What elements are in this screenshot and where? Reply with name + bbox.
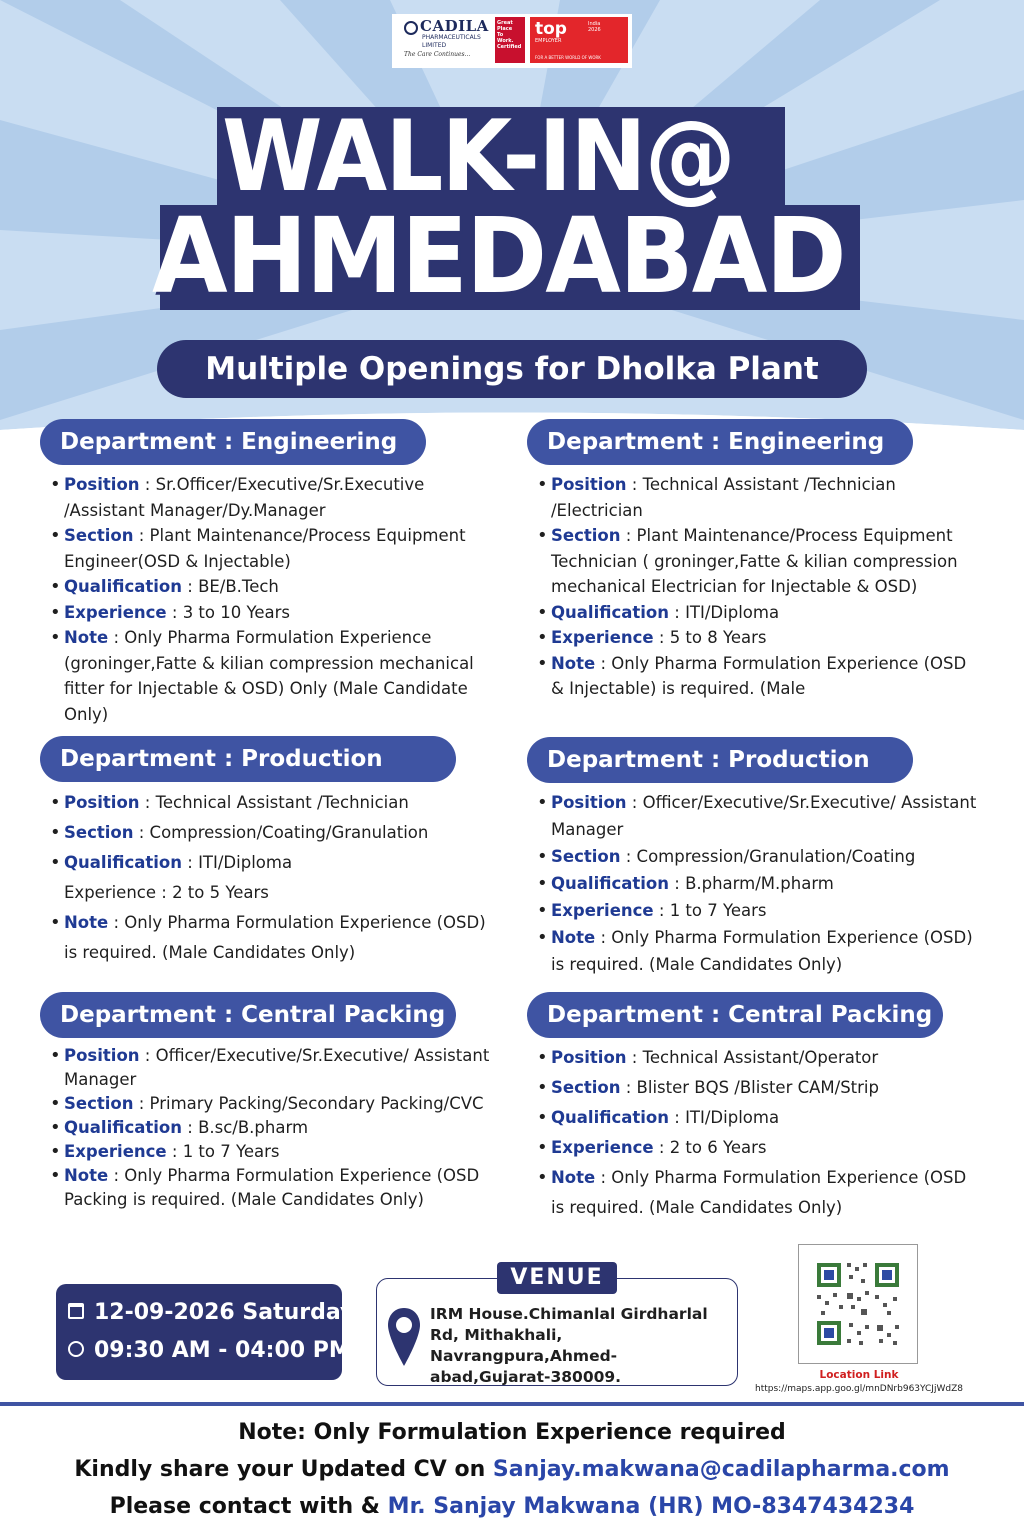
dept-heading-engineering-right: Department : Engineering [527,419,913,465]
item-label: Position [551,793,627,812]
list-item: • Experience : 2 to 6 Years [537,1133,977,1163]
top-employer-footer: FOR A BETTER WORLD OF WORK [535,55,601,60]
list-item: • Experience : 1 to 7 Years [50,1140,528,1164]
item-label: Qualification [64,577,182,596]
top-employer-country [588,21,601,33]
item-text: ITI/Diploma [198,853,293,872]
list-item: • Qualification : ITI/Diploma [537,600,977,626]
item-text: B.sc/B.pharm [198,1118,309,1137]
item-text: Primary Packing/Secondary Packing/CVC [149,1094,484,1113]
dept-list-engineering-right [537,472,977,702]
list-item: • Section : Compression/Coating/Granulation [50,818,490,848]
item-label: Qualification [551,1108,669,1127]
list-item: • Experience : 3 to 10 Years [50,600,490,626]
top-employer-sub: EMPLOYER [535,38,562,44]
country-text: India [588,21,601,27]
item-label: Qualification [551,602,669,622]
item-label: Note [64,628,109,647]
dept-heading-production-left: Department : Production [40,736,456,782]
item-text: Plant Maintenance/Process Equipment Technician ( groninger,Fatte & kilian compression mechanical Electrician for Injectable & OSD) [551,526,958,596]
dept-list-production-left [50,788,490,968]
item-label: Experience [64,1142,167,1161]
time-row [68,1338,351,1363]
gptw-line: Great [497,20,513,26]
item-text: Officer/Executive/Sr.Executive/ Assistant Manager [64,1046,490,1089]
footer-cv-line [0,1457,1024,1482]
item-label: Experience [551,628,654,647]
item-text: Blister BQS /Blister CAM/Strip [636,1078,879,1097]
item-text: Only Pharma Formulation Experience (groninger,Fatte & kilian compression mechanical fitter for Injectable & OSD) Only (Male Candidate Only) [64,628,474,724]
cv-prefix: Kindly share your Updated CV on [74,1457,486,1482]
item-text: Technical Assistant /Technician /Electrician [551,475,896,520]
item-text: 5 to 8 Years [669,628,767,647]
gptw-line: Certified [497,44,522,50]
gptw-line: To [497,32,504,38]
item-text: Experience : 2 to 5 Years [64,883,269,902]
cadila-emblem-icon [404,21,418,35]
item-text: Only Pharma Formulation Experience (OSD is required. (Male Candidates Only) [551,1168,967,1217]
list-item: • Note : Only Pharma Formulation Experience (OSD) is required. (Male Candidates Only) [537,924,977,978]
list-item: • Note : Only Pharma Formulation Experience (groninger,Fatte & kilian compression mechanical fitter for Injectable & OSD) Only (Male Candidate Only) [50,625,490,727]
contact-prefix: Please contact with & [109,1494,380,1519]
item-label: Position [64,793,140,812]
list-item: • Position : Officer/Executive/Sr.Executive/ Assistant Manager [50,1044,528,1092]
item-label: Position [64,1046,140,1065]
dept-list-engineering-left [50,472,490,727]
list-item: • Experience : 1 to 7 Years [537,897,977,924]
item-label: Section [64,1094,134,1113]
list-item: • Section : Primary Packing/Secondary Packing/CVC [50,1092,528,1116]
item-label: Note [551,1168,596,1187]
dept-heading-packing-right: Department : Central Packing [527,992,943,1038]
item-label: Experience [64,602,167,622]
list-item: • Section : Compression/Granulation/Coating [537,843,977,870]
item-text: 1 to 7 Years [182,1142,280,1161]
item-label: Section [64,526,134,545]
schedule-box [56,1284,355,1380]
clock-icon [68,1341,84,1357]
list-item: • Section : Plant Maintenance/Process Equipment Engineer(OSD & Injectable) [50,523,490,574]
item-label: Position [551,1048,627,1067]
item-text: Only Pharma Formulation Experience (OSD) is required. (Male Candidates Only) [551,928,973,974]
item-label: Note [551,653,596,673]
item-text: 3 to 10 Years [182,602,291,622]
dept-list-packing-left [50,1044,528,1212]
cadila-logo [398,18,490,59]
title-ahmedabad: AHMEDABAD [152,195,845,317]
item-label: Section [551,1078,621,1097]
item-label: Section [64,823,134,842]
list-item: • Note : Only Pharma Formulation Experience (OSD) is required. (Male Candidates Only) [50,908,490,968]
company-subname: PHARMACEUTICALS LIMITED [422,34,481,49]
contact-person: Mr. Sanjay Makwana (HR) MO-8347434234 [387,1494,915,1519]
subtitle-pill: Multiple Openings for Dholka Plant [157,340,867,398]
company-name: CADILA [420,17,489,35]
top-employer-word: top [535,19,567,39]
item-text: Technical Assistant /Technician [155,793,409,812]
contact-email[interactable]: Sanjay.makwana@cadilapharma.com [492,1457,950,1482]
list-item: • Qualification : B.pharm/M.pharm [537,870,977,897]
year-text: 2026 [588,27,601,33]
list-item: • Experience : 5 to 8 Years [537,625,977,651]
list-item [50,878,490,908]
item-label: Qualification [64,853,182,872]
list-item: • Section : Plant Maintenance/Process Equipment Technician ( groninger,Fatte & kilian compression mechanical Electrician for Injectable & OSD) [537,523,977,600]
item-text: ITI/Diploma [685,602,780,622]
item-label: Position [64,475,140,494]
dept-heading-packing-left: Department : Central Packing [40,992,456,1038]
item-text: Compression/Granulation/Coating [636,847,916,866]
list-item: • Position : Officer/Executive/Sr.Executive/ Assistant Manager [537,789,977,843]
list-item: • Position : Technical Assistant/Operator [537,1043,977,1073]
list-item: • Position : Technical Assistant /Technician /Electrician [537,472,977,523]
item-text: Plant Maintenance/Process Equipment Engineer(OSD & Injectable) [64,526,466,571]
list-item: • Qualification : ITI/Diploma [537,1103,977,1133]
list-item: • Note : Only Pharma Formulation Experience (OSD is required. (Male Candidates Only) [537,1163,977,1223]
item-label: Section [551,526,621,545]
item-label: Note [64,1166,109,1185]
item-label: Section [551,847,621,866]
item-text: 2 to 6 Years [669,1138,767,1157]
item-label: Experience [551,1138,654,1157]
item-text: Compression/Coating/Granulation [149,823,429,842]
footer-contact-line [0,1494,1024,1519]
item-label: Note [551,928,596,947]
list-item: • Position : Technical Assistant /Technician [50,788,490,818]
map-pin-icon [386,1306,422,1368]
header-logos [392,14,632,68]
item-text: B.pharm/M.pharm [685,874,834,893]
dept-heading-production-right: Department : Production [527,737,913,783]
item-label: Qualification [551,874,669,893]
item-label: Position [551,475,627,494]
gptw-line: Place [497,26,513,32]
item-label: Experience [551,901,654,920]
item-text: BE/B.Tech [198,577,279,596]
title-walk-in: WALK-IN@ [222,100,735,214]
list-item: • Position : Sr.Officer/Executive/Sr.Executive /Assistant Manager/Dy.Manager [50,472,490,523]
location-qr-code[interactable] [798,1244,918,1364]
list-item: • Note : Only Pharma Formulation Experience (OSD & Injectable) is required. (Male [537,651,977,702]
item-label: Qualification [64,1118,182,1137]
location-link-label[interactable]: Location Link [819,1369,899,1381]
list-item: • Qualification : B.sc/B.pharm [50,1116,528,1140]
dept-heading-engineering-left: Department : Engineering [40,419,426,465]
list-item: • Qualification : ITI/Diploma [50,848,490,878]
item-text: Only Pharma Formulation Experience (OSD Packing is required. (Male Candidates Only) [64,1166,480,1209]
item-text: Only Pharma Formulation Experience (OSD) is required. (Male Candidates Only) [64,913,486,962]
dept-list-production-right [537,789,977,978]
item-text: Technical Assistant/Operator [642,1048,879,1067]
location-url[interactable]: https://maps.app.goo.gl/mnDNrb963YCJjWdZ8 [755,1384,963,1394]
item-label: Note [64,913,109,932]
gptw-line: Work. [497,38,514,44]
item-text: Officer/Executive/Sr.Executive/ Assistant Manager [551,793,977,839]
item-text: 1 to 7 Years [669,901,767,920]
list-item: • Qualification : BE/B.Tech [50,574,490,600]
venue-tag: VENUE [497,1262,617,1294]
calendar-icon [68,1303,84,1319]
date-row [68,1300,354,1325]
footer-note: Note: Only Formulation Experience required [238,1420,786,1445]
venue-address: IRM House.Chimanlal Girdharlal Rd, Mithakhali, Navrangpura,Ahmed-abad,Gujarat-380009. [430,1305,708,1386]
dept-list-packing-right [537,1043,977,1223]
event-date: 12-09-2026 Saturday [94,1300,355,1325]
event-time: 09:30 AM - 04:00 PM [94,1338,351,1363]
company-tagline: The Care Continues... [404,51,471,58]
top-employer-badge [530,17,628,63]
footer-divider [0,1402,1024,1406]
item-text: Only Pharma Formulation Experience (OSD & Injectable) is required. (Male [551,653,967,698]
item-text: ITI/Diploma [685,1108,780,1127]
list-item: • Note : Only Pharma Formulation Experience (OSD Packing is required. (Male Candidates Only) [50,1164,528,1212]
list-item: • Section : Blister BQS /Blister CAM/Strip [537,1073,977,1103]
great-place-to-work-badge [495,17,525,63]
item-text: Sr.Officer/Executive/Sr.Executive /Assistant Manager/Dy.Manager [64,475,425,520]
